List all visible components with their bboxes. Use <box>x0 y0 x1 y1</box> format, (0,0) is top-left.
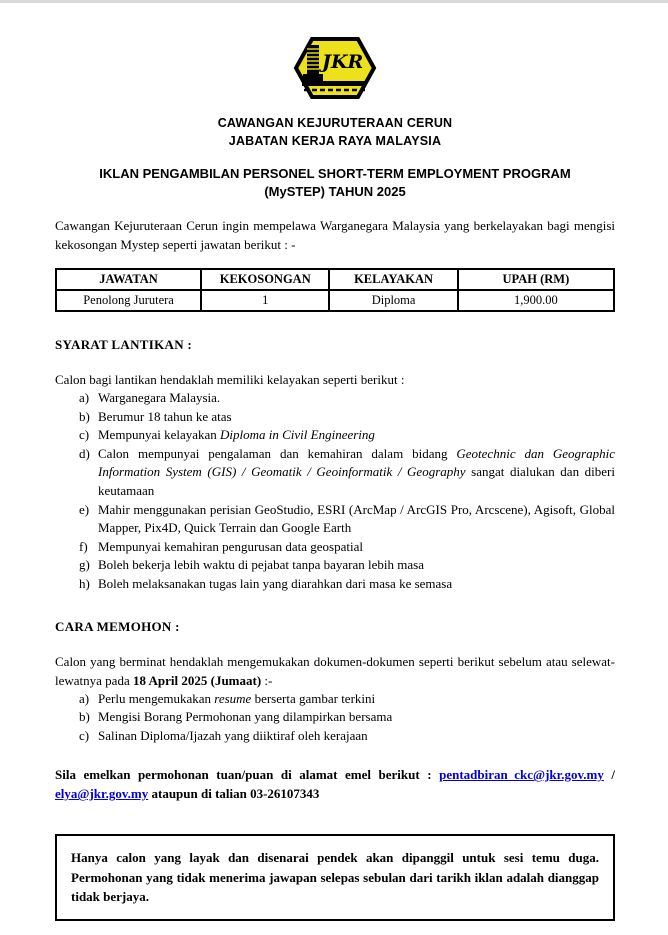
list-item-text: Boleh melaksanakan tugas lain yang diarahkan dari masa ke semasa <box>98 575 453 591</box>
cell-kelayakan: Diploma <box>329 290 457 311</box>
list-marker: c) <box>79 727 90 743</box>
syarat-item-c <box>55 426 615 445</box>
list-marker: e) <box>79 501 90 517</box>
list-marker: g) <box>79 557 90 573</box>
list-item-text: Mempunyai kemahiran pengurusan data geospatial <box>98 538 363 554</box>
list-marker: h) <box>79 575 90 591</box>
syarat-item-d <box>55 445 615 501</box>
list-item-text: Berumur 18 tahun ke atas <box>98 408 232 424</box>
logo-container <box>55 36 615 104</box>
list-marker: d) <box>79 445 90 461</box>
column-header-jawatan: JAWATAN <box>56 269 201 290</box>
list-item-text: Salinan Diploma/Ijazah yang diiktiraf oleh kerajaan <box>98 727 368 743</box>
cara-intro: Calon yang berminat hendaklah mengemukakan dokumen-dokumen seperti berikut sebelum atau selewat-lewatnya pada 18 April 2025 (Jumaat) :- <box>55 653 615 688</box>
list-item-text: Mempunyai kelayakan Diploma in Civil Engineering <box>98 427 375 443</box>
list-marker: b) <box>79 408 90 424</box>
list-item-text: Calon mempunyai pengalaman dan kemahiran dalam bidang Geotechnic dan Geographic Information System (GIS) / Geomatik / Geoinformatik / Geography sangat dialukan dan diberi keutamaan <box>98 445 616 498</box>
list-marker: a) <box>79 690 90 706</box>
syarat-list <box>55 389 615 594</box>
column-header-kelayakan: KELAYAKAN <box>329 269 457 290</box>
syarat-intro: Calon bagi lantikan hendaklah memiliki kelayakan seperti berikut : <box>55 372 405 387</box>
vacancy-table <box>55 268 615 312</box>
notice-text: Hanya calon yang layak dan disenarai pendek akan dipanggil untuk sesi temu duga. Permohonan yang tidak menerima jawapan selepas sebulan dari tarikh iklan adalah dianggap tidak berjaya. <box>71 850 599 905</box>
ad-title <box>55 165 615 201</box>
column-header-kekosongan: KEKOSONGAN <box>201 269 329 290</box>
section-heading-syarat: SYARAT LANTIKAN : <box>55 337 193 352</box>
org-name-line-2: JABATAN KERJA RAYA MALAYSIA <box>228 133 442 148</box>
list-item-text: Mahir menggunakan perisian GeoStudio, ESRI (ArcMap / ArcGIS Pro, Arcscene), Agisoft, Global Mapper, Pix4D, Quick Terrain dan Google Earth <box>98 501 615 536</box>
cara-list <box>55 690 615 746</box>
contact-paragraph: Sila emelkan permohonan tuan/puan di alamat emel berikut : pentadbiran_ckc@jkr.gov.my / elya@jkr.gov.my ataupun di talian 03-26107343 <box>55 767 615 802</box>
org-name-line-1: CAWANGAN KEJURUTERAAN CERUN <box>217 116 453 130</box>
ad-title-line-1: IKLAN PENGAMBILAN PERSONEL SHORT-TERM EMPLOYMENT PROGRAM <box>99 166 571 181</box>
cell-kekosongan: 1 <box>201 290 329 311</box>
cell-jawatan: Penolong Jurutera <box>56 290 201 311</box>
syarat-item-h <box>55 575 615 594</box>
jkr-logo-icon <box>293 36 377 100</box>
syarat-item-g <box>55 556 615 575</box>
email-link-elya[interactable]: elya@jkr.gov.my <box>55 786 149 802</box>
notice-box <box>55 834 615 921</box>
cara-item-a <box>55 690 615 709</box>
list-item-text: Warganegara Malaysia. <box>98 390 221 405</box>
syarat-item-f <box>55 538 615 557</box>
cell-upah: 1,900.00 <box>458 290 614 311</box>
list-item-text: Perlu mengemukakan resume berserta gambar terkini <box>98 690 376 706</box>
cara-item-b <box>55 708 615 727</box>
section-heading-cara: CARA MEMOHON : <box>55 618 180 634</box>
table-row <box>56 290 614 311</box>
list-item-text: Mengisi Borang Permohonan yang dilampirkan bersama <box>98 709 393 725</box>
list-marker: c) <box>79 427 90 443</box>
table-header-row <box>56 269 614 290</box>
list-marker: a) <box>79 390 90 405</box>
cara-item-c <box>55 727 615 746</box>
syarat-item-a <box>55 389 615 408</box>
list-marker: b) <box>79 709 90 725</box>
column-header-upah: UPAH (RM) <box>458 269 614 290</box>
list-marker: f) <box>79 538 88 554</box>
ad-title-line-2: (MySTEP) TAHUN 2025 <box>264 184 406 199</box>
syarat-item-b <box>55 408 615 427</box>
list-item-text: Boleh bekerja lebih waktu di pejabat tanpa bayaran lebih masa <box>98 557 424 573</box>
syarat-item-e <box>55 501 615 538</box>
logo-text: JKR <box>322 51 364 73</box>
email-link-pentadbiran[interactable]: pentadbiran_ckc@jkr.gov.my <box>439 767 604 783</box>
intro-paragraph: Cawangan Kejuruteraan Cerun ingin mempelawa Warganegara Malaysia yang berkelayakan bagi mengisi kekosongan Mystep seperti jawatan berikut : - <box>55 218 615 252</box>
